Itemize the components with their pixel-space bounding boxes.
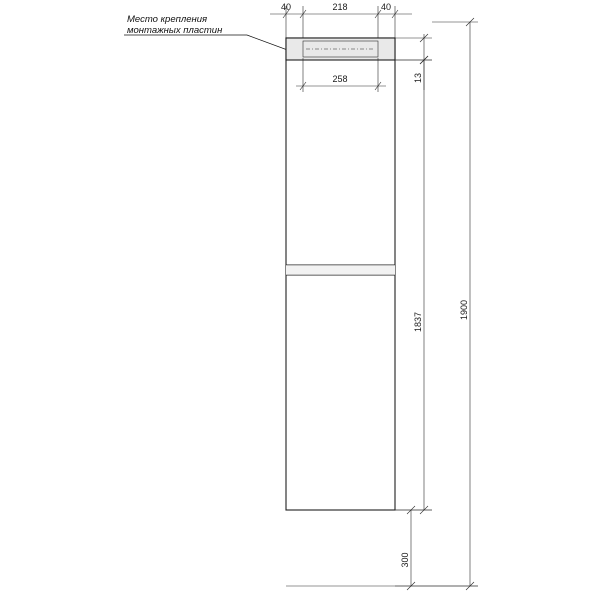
- dim-top-right: 40: [380, 2, 392, 12]
- dim-inner-width: 258: [332, 74, 348, 84]
- dim-body-height: 1837: [413, 311, 423, 333]
- note-line-2: монтажных пластин: [127, 25, 223, 36]
- total-height-dimension: [432, 18, 478, 590]
- door-divider: [286, 265, 395, 275]
- dim-top-center: 218: [332, 2, 348, 12]
- dim-total-height: 1900: [459, 299, 469, 321]
- dim-top-left: 40: [280, 2, 292, 12]
- note-line-1: Место крепления: [127, 14, 208, 25]
- floor-gap-dimension: [395, 506, 432, 590]
- dim-plate-height: 13: [413, 72, 423, 84]
- dim-floor-gap: 300: [400, 552, 410, 568]
- body-height-dimension: [395, 56, 432, 514]
